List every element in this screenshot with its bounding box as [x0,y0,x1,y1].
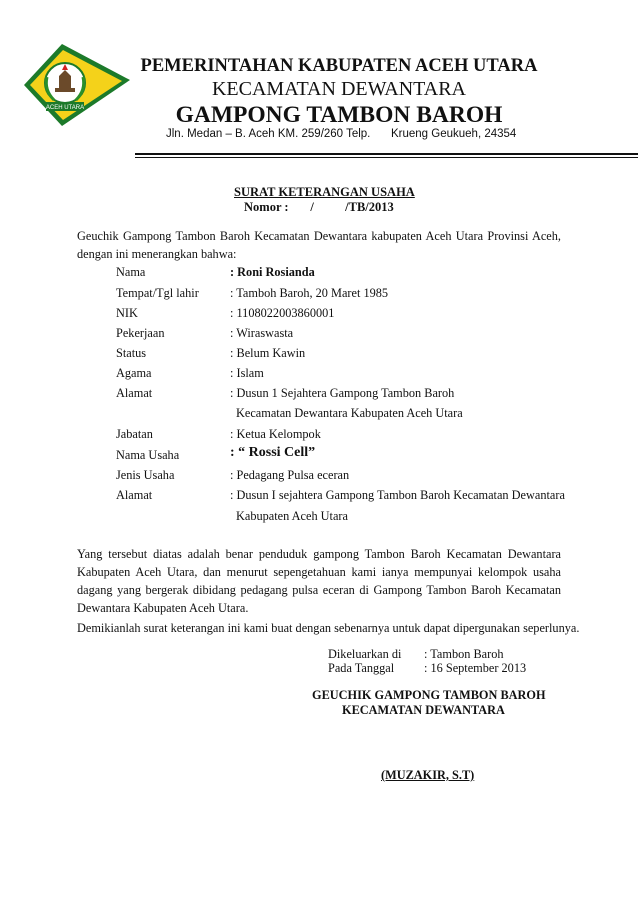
header-divider-thick [135,153,638,155]
field-label-position: Jabatan [116,427,153,441]
letter-title: SURAT KETERANGAN USAHA [234,185,415,199]
field-value-name: : Roni Rosianda [230,265,315,279]
signature-subtitle: KECAMATAN DEWANTARA [342,703,505,717]
field-label-birth: Tempat/Tgl lahir [116,286,199,300]
field-value-business-name: : “ Rossi Cell” [230,445,316,460]
field-value-address: : Dusun 1 Sejahtera Gampong Tambon Baroh [230,386,455,400]
header-city-code: Krueng Geukueh, 24354 [391,128,517,140]
closing-paragraph: Demikianlah surat keterangan ini kami buat dengan sebenarnya untuk dapat dipergunakan seperlunya. [77,621,580,635]
field-label-business-address: Alamat [116,488,153,502]
issued-place-label: Dikeluarkan di [328,647,402,661]
logo-text: ACEH UTARA [45,105,85,111]
field-label-business-type: Jenis Usaha [116,468,175,482]
signature-title: GEUCHIK GAMPONG TAMBON BAROH [312,688,546,702]
signatory-name: (MUZAKIR, S.T) [381,768,475,782]
header-district: KECAMATAN DEWANTARA [211,78,466,100]
intro-paragraph: Geuchik Gampong Tambon Baroh Kecamatan Dewantara kabupaten Aceh Utara Provinsi Aceh, dengan ini menerangkan bahwa: [77,229,561,261]
field-value-business-address-line2: Kabupaten Aceh Utara [236,509,348,523]
field-value-business-type: : Pedagang Pulsa eceran [230,468,350,482]
header-government: PEMERINTAHAN KABUPATEN ACEH UTARA [140,56,538,76]
field-value-status: : Belum Kawin [230,346,306,360]
letter-number: Nomor : / /TB/2013 [244,200,394,214]
field-label-occupation: Pekerjaan [116,326,165,340]
issued-place-value: : Tambon Baroh [424,647,504,661]
header-village: GAMPONG TAMBON BAROH [175,102,503,128]
field-label-address: Alamat [116,386,153,400]
field-value-occupation: : Wiraswasta [230,326,294,340]
header-address: Jln. Medan – B. Aceh KM. 259/260 Telp. [166,128,371,140]
field-value-address-line2: Kecamatan Dewantara Kabupaten Aceh Utara [236,406,463,420]
field-label-nik: NIK [116,306,138,320]
issued-date-label: Pada Tanggal [328,661,395,675]
field-label-name: Nama [116,265,146,279]
field-label-business-name: Nama Usaha [116,448,180,462]
field-value-religion: : Islam [230,366,264,380]
body-paragraph: Yang tersebut diatas adalah benar penduduk gampong Tambon Baroh Kecamatan Dewantara Kabupaten Aceh Utara, dan menurut sepengetahuan kami ianya mempunyai kelompok usaha dagang yang bergerak dibidang pedagang pulsa eceran di Gampong Tambon Baroh Kecamatan Dewantara Kabupaten Aceh Utara. [77,547,561,615]
field-label-religion: Agama [116,366,152,380]
field-value-business-address: : Dusun I sejahtera Gampong Tambon Baroh Kecamatan Dewantara [230,488,565,502]
field-label-status: Status [116,346,147,360]
field-value-birth: : Tamboh Baroh, 20 Maret 1985 [230,286,389,300]
field-value-nik: : 1108022003860001 [230,306,335,320]
field-value-position: : Ketua Kelompok [230,427,321,441]
header-divider-thin [135,157,638,158]
issued-date-value: : 16 September 2013 [424,661,527,675]
